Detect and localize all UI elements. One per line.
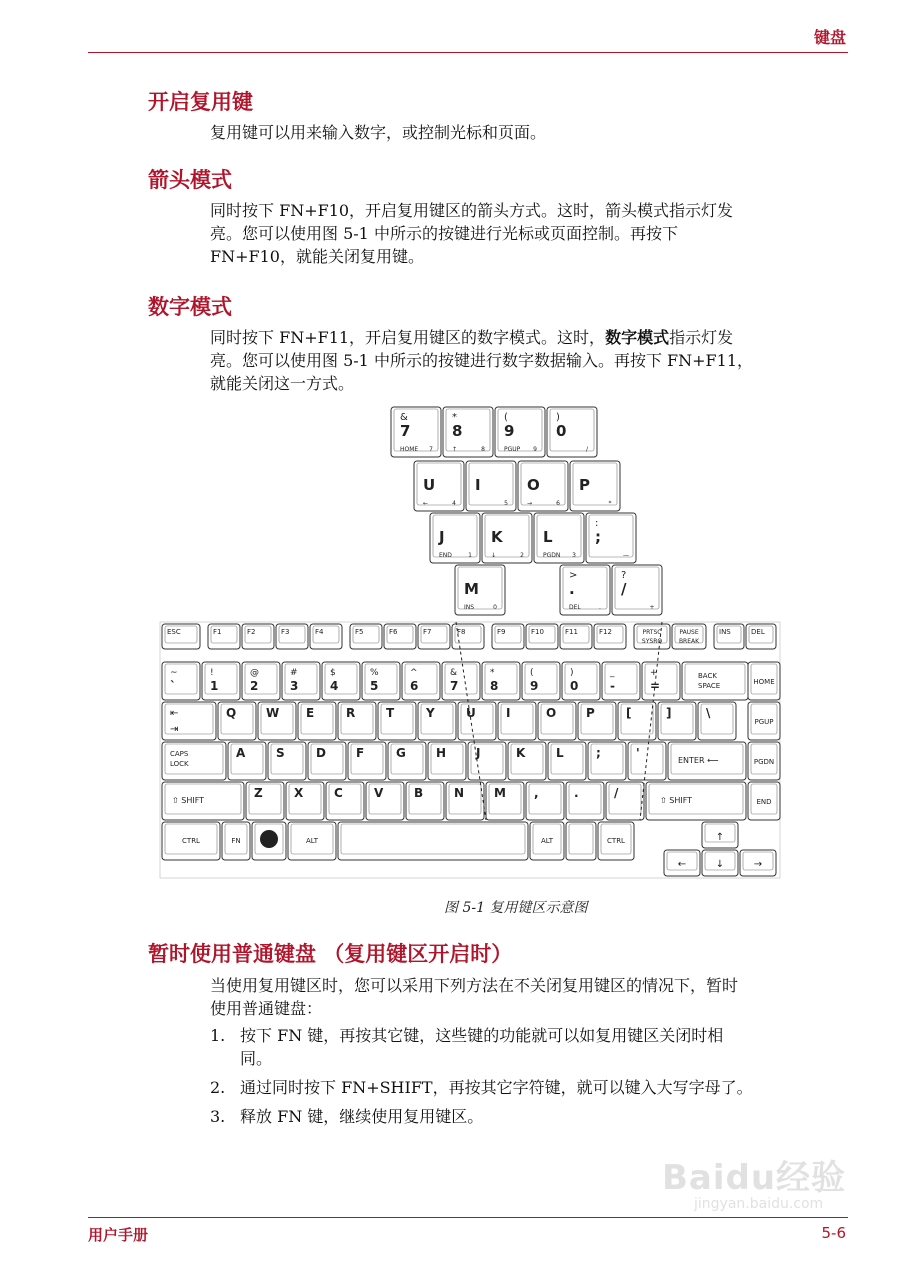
- list-line: 释放 FN 键，继续使用复用键区。: [240, 1107, 484, 1126]
- list-line: 同。: [240, 1049, 273, 1068]
- key-label: /: [614, 786, 619, 800]
- number-key: [642, 662, 680, 700]
- key-sub-label: END: [439, 552, 452, 559]
- keypad-key: [430, 513, 480, 563]
- header-title: 键盘: [813, 28, 846, 47]
- list-item: [210, 1076, 850, 1099]
- key-shift-label: ): [556, 412, 560, 423]
- key-sub-label: HOME: [400, 446, 419, 453]
- function-key: [672, 624, 706, 649]
- key-label: PGDN: [753, 758, 775, 766]
- key-label: 2: [250, 679, 259, 693]
- section-paragraph: [210, 974, 850, 1020]
- number-key: [202, 662, 240, 700]
- key-label: X: [294, 786, 304, 800]
- footer-rule: [88, 1217, 848, 1218]
- key-label: I: [475, 476, 481, 494]
- letter-key: [366, 782, 404, 820]
- number-key: [442, 662, 480, 700]
- function-key: [634, 624, 670, 649]
- key-label: W: [266, 706, 280, 720]
- key-shift-label: $: [330, 668, 336, 678]
- key-label: CTRL: [182, 837, 200, 845]
- windows-icon: [260, 830, 278, 848]
- key-label: ': [636, 746, 640, 760]
- letter-key: [268, 742, 306, 780]
- key-label: ⇥: [170, 724, 179, 735]
- key-sub-label: ←: [423, 500, 429, 507]
- number-key: [482, 662, 520, 700]
- letter-key: [498, 702, 536, 740]
- key-shift-label: ^: [410, 668, 418, 678]
- key-shift-label: &: [400, 412, 408, 423]
- key-shift-label: !: [210, 668, 214, 678]
- modifier-key: [566, 822, 596, 860]
- key-label: ←: [677, 859, 687, 870]
- letter-key: [566, 782, 604, 820]
- key-label: U: [423, 476, 436, 494]
- key-label: F11: [565, 628, 578, 636]
- list-item: [210, 1105, 850, 1128]
- key-shift-label: *: [452, 412, 457, 423]
- list-line: 按下 FN 键，再按其它键，这些键的功能就可以如复用键区关闭时相: [240, 1026, 724, 1045]
- watermark-logo: Baidu经验: [662, 1158, 847, 1198]
- letter-key: [458, 702, 496, 740]
- figure-caption: 图 5-1 复用键区示意图: [444, 900, 588, 916]
- key-sub-label: *: [608, 500, 612, 507]
- key-label: 9: [530, 679, 539, 693]
- key-label: 5: [370, 679, 379, 693]
- key-sub-label: DEL: [569, 604, 581, 611]
- keypad-key: [547, 407, 597, 457]
- paragraph-line: 同时按下 FN+F10，开启复用键区的箭头方式。这时，箭头模式指示灯发: [210, 201, 734, 220]
- key-label: 4: [330, 679, 339, 693]
- watermark-url: jingyan.baidu.com: [694, 1196, 824, 1212]
- key-shift-label: >: [569, 570, 578, 581]
- key-sub-label: .: [599, 604, 601, 611]
- key-sub-label: INS: [464, 604, 475, 611]
- letter-key: [378, 702, 416, 740]
- key-sub-label: PGDN: [543, 552, 561, 559]
- key-shift-label: ~: [170, 668, 178, 678]
- letter-key: [698, 702, 736, 740]
- key-label: CTRL: [607, 837, 625, 845]
- number-key: [242, 662, 280, 700]
- key-label: ⇧ SHIFT: [172, 796, 205, 805]
- number-key: [282, 662, 320, 700]
- letter-key: [348, 742, 386, 780]
- key-label: O: [546, 706, 557, 720]
- key-label: F7: [423, 628, 432, 636]
- key-label: F8: [457, 628, 466, 636]
- keypad-key: [466, 461, 516, 511]
- key-label: ;: [595, 528, 601, 546]
- key-label: BREAK: [678, 638, 700, 645]
- modifier-key: [338, 822, 528, 860]
- key-shift-label: #: [290, 668, 298, 678]
- key-label: PRTSC: [642, 629, 662, 636]
- key-label: N: [454, 786, 465, 800]
- numbered-list: [210, 1024, 850, 1134]
- paragraph-line: 就能关闭这一方式。: [210, 374, 355, 393]
- list-line: 通过同时按下 FN+SHIFT，再按其它字符键，就可以键入大写字母了。: [240, 1078, 753, 1097]
- key-label: ;: [596, 746, 601, 760]
- key-shift-label: &: [450, 668, 458, 678]
- key-label: U: [466, 706, 476, 720]
- paragraph-line: 当使用复用键区时，您可以采用下列方法在不关闭复用键区的情况下，暂时: [210, 976, 739, 995]
- letter-key: [218, 702, 256, 740]
- key-sub-label: →: [527, 500, 533, 507]
- key-label: K: [491, 528, 503, 546]
- key-label: 7: [400, 422, 411, 440]
- key-shift-label: (: [504, 412, 508, 423]
- keypad-key: [443, 407, 493, 457]
- letter-key: [428, 742, 466, 780]
- letter-key: [286, 782, 324, 820]
- letter-key: [308, 742, 346, 780]
- key-sub-label: +: [649, 604, 655, 611]
- key-sub-label: ↑: [452, 446, 458, 453]
- key-label: ⇤: [170, 708, 179, 719]
- key-label: ⇧ SHIFT: [660, 796, 693, 805]
- key-label: G: [396, 746, 406, 760]
- letter-key: [338, 702, 376, 740]
- letter-key: [578, 702, 616, 740]
- key-label: -: [610, 679, 615, 693]
- key-label: 3: [290, 679, 299, 693]
- key-label: BACK: [698, 672, 717, 680]
- key-label: F9: [497, 628, 506, 636]
- key-label: 6: [410, 679, 419, 693]
- number-key: [522, 662, 560, 700]
- letter-key: [588, 742, 626, 780]
- list-item: [210, 1024, 850, 1070]
- section-paragraph: 复用键可以用来输入数字，或控制光标和页面。: [210, 123, 547, 142]
- key-label: C: [334, 786, 343, 800]
- key-sub-label: PGUP: [504, 446, 521, 453]
- key-label: ,: [534, 786, 539, 800]
- key-shift-label: *: [490, 668, 495, 678]
- key-label: .: [569, 580, 575, 598]
- key-label: R: [346, 706, 356, 720]
- key-label: J: [476, 746, 481, 760]
- letter-key: [446, 782, 484, 820]
- key-label: END: [756, 798, 772, 806]
- key-label: =: [650, 679, 661, 693]
- key-label: Z: [254, 786, 263, 800]
- key-label: F5: [355, 628, 364, 636]
- key-label: LOCK: [170, 760, 189, 768]
- keypad-key: [518, 461, 568, 511]
- key-label: F1: [213, 628, 222, 636]
- key-shift-label: :: [595, 518, 599, 529]
- key-label: F4: [315, 628, 324, 636]
- key-label: HOME: [753, 678, 775, 686]
- key-label: ]: [666, 706, 672, 720]
- key-label: F3: [281, 628, 290, 636]
- key-label: F2: [247, 628, 256, 636]
- footer-page-number: 5-6: [821, 1224, 846, 1242]
- key-label: D: [316, 746, 326, 760]
- keypad-key: [570, 461, 620, 511]
- key-label: F6: [389, 628, 398, 636]
- letter-key: [658, 702, 696, 740]
- key-sub-label: 6: [556, 500, 560, 507]
- key-label: →: [753, 859, 763, 870]
- key-shift-label: %: [370, 668, 379, 678]
- key-label: SPACE: [698, 682, 721, 690]
- key-label: B: [414, 786, 424, 800]
- key-label: T: [386, 706, 395, 720]
- key-label: ↓: [715, 859, 725, 870]
- key-label: 0: [556, 422, 567, 440]
- text-run: 指示灯发: [669, 328, 734, 347]
- key-sub-label: ↓: [491, 552, 497, 559]
- key-label: J: [439, 528, 445, 546]
- key-shift-label: _: [610, 668, 615, 678]
- key-label: ALT: [305, 837, 319, 845]
- letter-key: [388, 742, 426, 780]
- key-label: S: [276, 746, 285, 760]
- key-sub-label: —: [623, 552, 629, 559]
- number-key: [322, 662, 360, 700]
- letter-key: [406, 782, 444, 820]
- key-sub-label: 5: [504, 500, 508, 507]
- section-heading-arrow-mode: 箭头模式: [148, 168, 232, 192]
- key-label: F12: [599, 628, 612, 636]
- key-label: 7: [450, 679, 459, 693]
- key-label: PGUP: [754, 718, 774, 726]
- key-label: F: [356, 746, 365, 760]
- key-label: F10: [531, 628, 544, 636]
- number-key: [362, 662, 400, 700]
- key-label: DEL: [751, 628, 765, 636]
- key-label: I: [506, 706, 511, 720]
- key-shift-label: ?: [621, 570, 627, 581]
- letter-key: [508, 742, 546, 780]
- letter-key: [548, 742, 586, 780]
- list-number: 1.: [210, 1026, 226, 1045]
- letter-key: [298, 702, 336, 740]
- keypad-key: [455, 565, 505, 615]
- number-key: [402, 662, 440, 700]
- letter-key: [606, 782, 644, 820]
- key-label: A: [236, 746, 246, 760]
- key-sub-label: 1: [468, 552, 472, 559]
- key-label: PAUSE: [679, 629, 699, 636]
- key-label: K: [516, 746, 526, 760]
- key-label: \: [706, 706, 711, 720]
- number-key: [602, 662, 640, 700]
- key-label: /: [621, 580, 627, 598]
- letter-key: [418, 702, 456, 740]
- text-run: 同时按下 FN+F11，开启复用键区的数字模式。这时，: [210, 328, 606, 347]
- paragraph-line: 亮。您可以使用图 5-1 中所示的按键进行光标或页面控制。再按下: [210, 224, 678, 243]
- key-label: 0: [570, 679, 579, 693]
- key-label: ↑: [715, 832, 725, 843]
- key-label: 8: [490, 679, 499, 693]
- key-label: E: [306, 706, 315, 720]
- key-label: [: [626, 706, 632, 720]
- keypad-key: [560, 565, 610, 615]
- key-shift-label: ): [570, 668, 574, 678]
- list-number: 2.: [210, 1078, 226, 1097]
- section-heading-numeric-mode: 数字模式: [148, 295, 232, 319]
- paragraph-line: FN+F10，就能关闭复用键。: [210, 247, 424, 266]
- key-sub-label: 3: [572, 552, 576, 559]
- key-sub-label: 7: [429, 446, 433, 453]
- key-label: M: [494, 786, 506, 800]
- backspace-key: [682, 662, 748, 700]
- bold-term: 数字模式: [605, 328, 670, 347]
- footer-manual-title: 用户手册: [88, 1226, 149, 1244]
- keypad-key: [482, 513, 532, 563]
- key-label: FN: [231, 837, 241, 845]
- key-label: 1: [210, 679, 219, 693]
- section-heading-temp-normal: 暂时使用普通键盘 （复用键区开启时）: [148, 942, 513, 966]
- letter-key: [618, 702, 656, 740]
- key-label: V: [374, 786, 384, 800]
- key-label: Y: [426, 706, 435, 720]
- key-label: O: [527, 476, 540, 494]
- key-shift-label: +: [650, 668, 658, 678]
- key-sub-label: 2: [520, 552, 524, 559]
- key-shift-label: @: [250, 668, 259, 678]
- paragraph-line: 使用普通键盘：: [210, 999, 323, 1018]
- paragraph-line: 亮。您可以使用图 5-1 中所示的按键进行数字数据输入。再按下 FN+F11，: [210, 351, 753, 370]
- key-label: 9: [504, 422, 515, 440]
- key-label: ENTER ⟵: [678, 756, 719, 765]
- key-label: P: [586, 706, 595, 720]
- letter-key: [468, 742, 506, 780]
- keypad-key: [414, 461, 464, 511]
- key-label: M: [464, 580, 479, 598]
- key-label: 8: [452, 422, 463, 440]
- key-label: ESC: [167, 628, 181, 636]
- key-label: .: [574, 786, 579, 800]
- letter-key: [326, 782, 364, 820]
- key-sub-label: 4: [452, 500, 456, 507]
- key-label: SYSRQ: [641, 638, 663, 645]
- key-label: CAPS: [170, 750, 189, 758]
- key-sub-label: /: [585, 446, 589, 453]
- letter-key: [526, 782, 564, 820]
- letter-key: [246, 782, 284, 820]
- key-label: Q: [226, 706, 237, 720]
- key-label: P: [579, 476, 590, 494]
- letter-key: [538, 702, 576, 740]
- number-key: [562, 662, 600, 700]
- letter-key: [228, 742, 266, 780]
- key-sub-label: 8: [481, 446, 485, 453]
- key-label: H: [436, 746, 447, 760]
- key-sub-label: 0: [493, 604, 497, 611]
- key-label: INS: [719, 628, 731, 636]
- list-number: 3.: [210, 1107, 226, 1126]
- key-label: ALT: [540, 837, 554, 845]
- number-key: [162, 662, 200, 700]
- key-label: `: [170, 679, 176, 693]
- key-sub-label: 9: [533, 446, 537, 453]
- key-shift-label: (: [530, 668, 534, 678]
- key-label: L: [543, 528, 553, 546]
- key-label: L: [556, 746, 564, 760]
- section-heading-open: 开启复用键: [148, 90, 253, 114]
